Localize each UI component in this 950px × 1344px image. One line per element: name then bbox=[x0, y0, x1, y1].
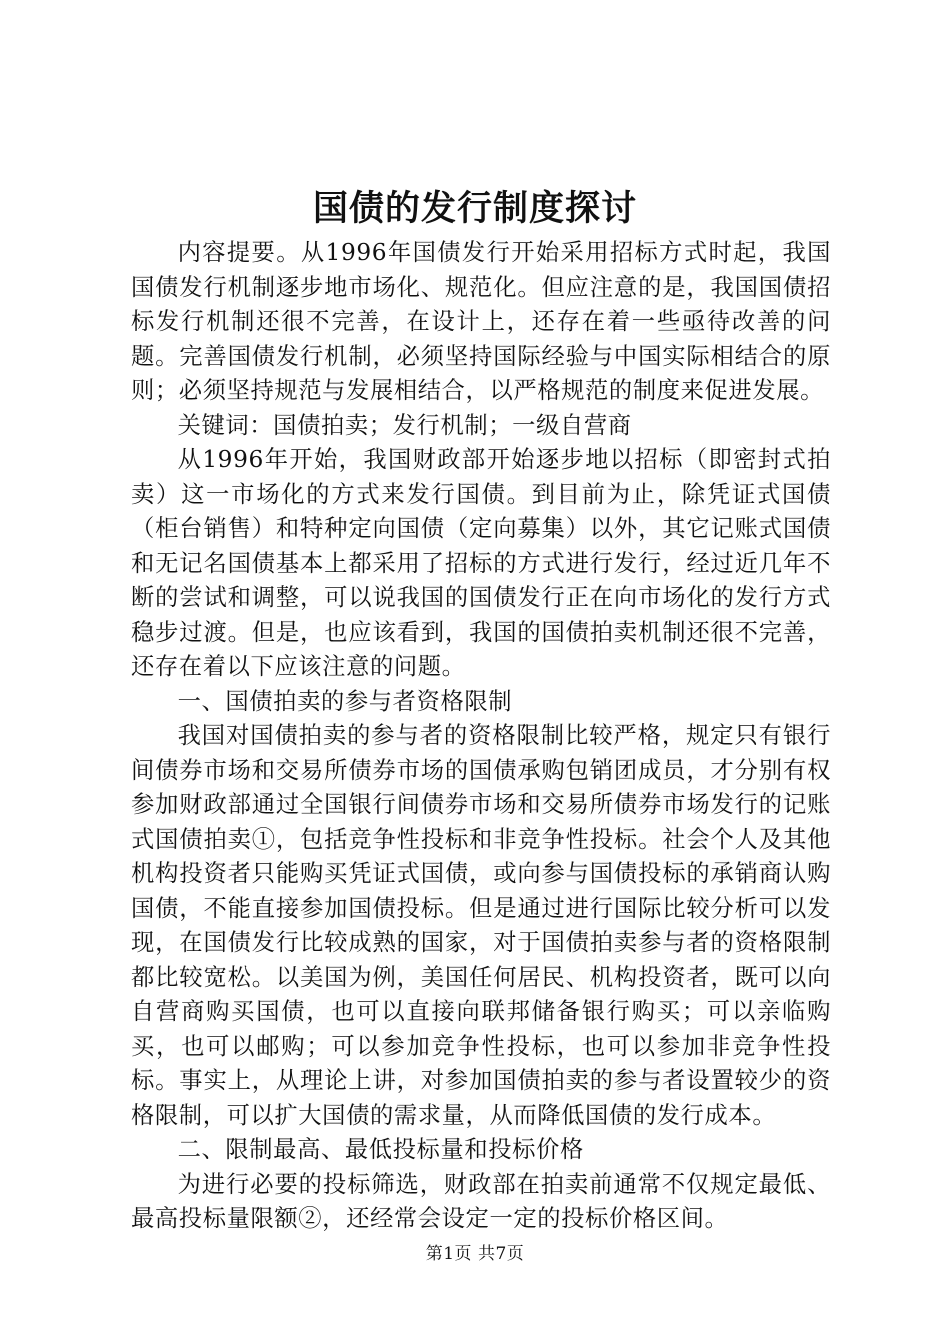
page-footer: 第1页 共7页 bbox=[425, 1244, 525, 1264]
abstract-paragraph: 内容提要。从1996年国债发行开始采用招标方式时起，我国国债发行机制逐步地市场化、规范化。但应注意的是，我国国债招标发行机制还很不完善，在设计上，还存在着一些亟待改善的问题。完善国债发行机制，必须坚持国际经验与中国实际相结合的原则；必须坚持规范与发展相结合，以严格规范的制度来促进发展。 bbox=[131, 239, 831, 404]
keywords-paragraph: 关键词：国债拍卖；发行机制；一级自营商 bbox=[177, 411, 632, 439]
intro-paragraph: 从1996年开始，我国财政部开始逐步地以招标（即密封式拍卖）这一市场化的方式来发行国债。到目前为止，除凭证式国债（柜台销售）和特种定向国债（定向募集）以外，其它记账式国债和无记名国债基本上都采用了招标的方式进行发行，经过近几年不断的尝试和调整，可以说我国的国债发行正在向市场化的发行方式稳步过渡。但是，也应该看到，我国的国债拍卖机制还很不完善，还存在着以下应该注意的问题。 bbox=[131, 446, 831, 680]
section-heading-1: 一、国债拍卖的参与者资格限制 bbox=[177, 687, 513, 715]
document-title: 国债的发行制度探讨 bbox=[312, 188, 637, 229]
section-2-paragraph: 为进行必要的投标筛选，财政部在拍卖前通常不仅规定最低、最高投标量限额②，还经常会设定一定的投标价格区间。 bbox=[131, 1170, 831, 1232]
section-heading-2: 二、限制最高、最低投标量和投标价格 bbox=[177, 1136, 584, 1163]
document-body bbox=[131, 236, 831, 1237]
section-1-paragraph: 我国对国债拍卖的参与者的资格限制比较严格，规定只有银行间债券市场和交易所债券市场的国债承购包销团成员，才分别有权参加财政部通过全国银行间债券市场和交易所债券市场发行的记账式国债拍卖①，包括竞争性投标和非竞争性投标。社会个人及其他机构投资者只能购买凭证式国债，或向参与国债投标的承销商认购国债，不能直接参加国债投标。但是通过进行国际比较分析可以发现，在国债发行比较成熟的国家，对于国债拍卖参与者的资格限制都比较宽松。以美国为例，美国任何居民、机构投资者，既可以向自营商购买国债，也可以直接向联邦储备银行购买；可以亲临购买，也可以邮购；可以参加竞争性投标，也可以参加非竞争性投标。事实上，从理论上讲，对参加国债拍卖的参与者设置较少的资格限制，可以扩大国债的需求量，从而降低国债的发行成本。 bbox=[131, 722, 831, 1129]
